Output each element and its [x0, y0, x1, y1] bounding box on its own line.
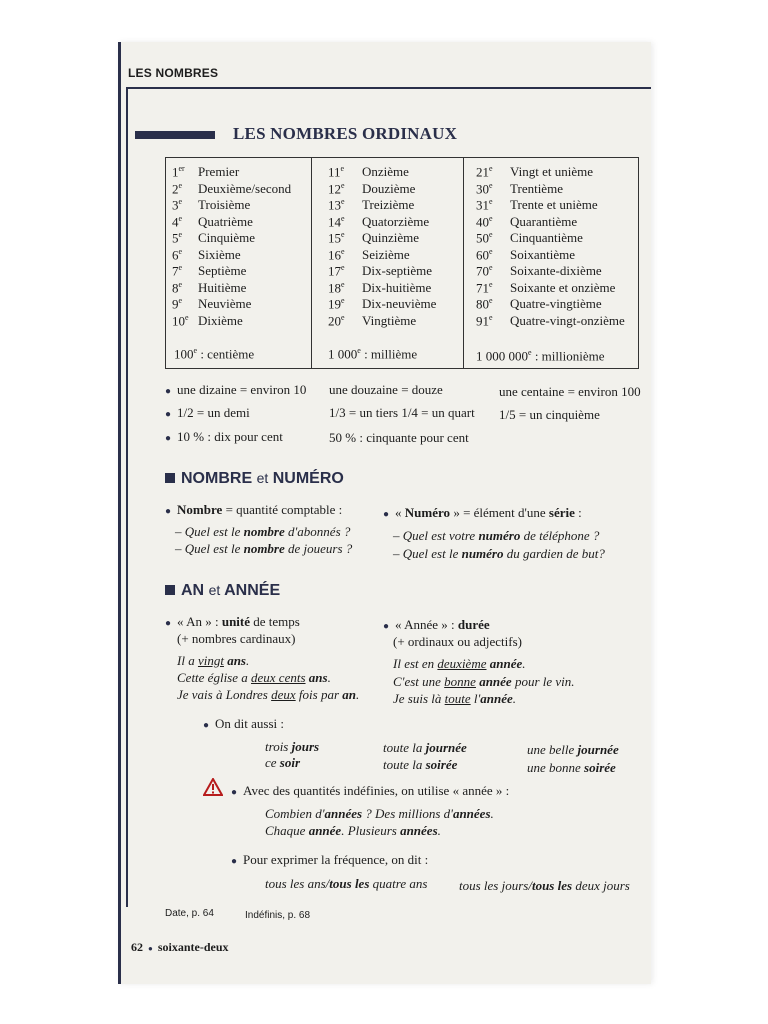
bullet-icon: ●: [231, 856, 238, 867]
nombre-example-1: – Quel est le nombre d'abonnés ?: [175, 524, 351, 539]
ordinal-row: [328, 296, 436, 312]
ordinal-row: [172, 247, 241, 263]
an-example-2: Cette église a deux cents ans.: [177, 670, 331, 685]
ordinal-word: Huitième: [198, 279, 247, 295]
ordinal-word: Quinzième: [362, 230, 420, 246]
ordinal-number: 10e: [172, 312, 189, 328]
ordinal-row: [476, 181, 563, 197]
ordinal-word: Septième: [198, 263, 247, 279]
ordinal-word: Vingt et unième: [510, 164, 593, 180]
aussi-c2b: toute la soirée: [383, 757, 458, 772]
aussi-c1a: trois jours: [265, 739, 320, 754]
ordinal-word: Dix-huitième: [362, 279, 432, 295]
numero-definition: ● « Numéro » = élément d'une série :: [383, 505, 582, 520]
ordinal-row: [476, 280, 615, 296]
table-foot-1: 100e : centième: [174, 346, 255, 362]
ordinal-number: 91e: [476, 312, 493, 328]
ordinal-word: Quatre-vingt-onzième: [510, 312, 625, 328]
ordinal-row: [172, 313, 243, 329]
textbook-page: [118, 42, 651, 984]
table-separator: [463, 158, 464, 368]
ordinal-row: [476, 164, 593, 180]
annee-definition: ● « Année » : durée: [383, 617, 490, 632]
bullet-icon: ●: [165, 386, 172, 397]
warning-icon: [203, 778, 223, 796]
fraction-row-2c: 1/5 = un cinquième: [499, 407, 600, 422]
frequence-intro: ● Pour exprimer la fréquence, on dit :: [231, 852, 429, 867]
section-title-ordinaux: LES NOMBRES ORDINAUX: [233, 124, 458, 143]
ordinal-number: 16e: [328, 246, 345, 262]
aussi-c3a: une belle journée: [527, 742, 619, 757]
aussi-intro: ● On dit aussi :: [203, 716, 285, 731]
ordinal-word: Quatrième: [198, 213, 253, 229]
ordinal-number: 2e: [172, 180, 183, 196]
ordinal-row: [476, 263, 602, 279]
ordinal-word: Seizième: [362, 246, 410, 262]
ordinal-word: Troisième: [198, 197, 251, 213]
ordinal-number: 40e: [476, 213, 493, 229]
square-bullet-icon: [165, 473, 175, 483]
fraction-row-3b: 50 % : cinquante pour cent: [329, 430, 469, 445]
nombre-example-2: – Quel est le nombre de joueurs ?: [175, 541, 353, 556]
ordinal-word: Onzième: [362, 164, 409, 180]
ordinal-word: Deuxième/second: [198, 180, 292, 196]
ordinal-word: Soixante-dixième: [510, 263, 602, 279]
ordinal-row: [476, 296, 602, 312]
ordinal-word: Cinquième: [198, 230, 256, 246]
section-title-an-annee: AN et ANNÉE: [165, 582, 280, 600]
bullet-icon: ●: [165, 618, 172, 629]
ordinal-row: [172, 296, 251, 312]
aussi-c2a: toute la journée: [383, 740, 467, 755]
ordinal-number: 4e: [172, 213, 183, 229]
ordinal-row: [476, 197, 598, 213]
bullet-icon: ●: [148, 944, 153, 953]
fraction-row-1b: une douzaine = douze: [329, 382, 443, 397]
page-footer: 62 ● soixante-deux: [131, 940, 229, 954]
bullet-icon: ●: [165, 506, 172, 517]
an-definition: ● « An » : unité de temps: [165, 614, 300, 629]
ordinal-word: Sixième: [198, 246, 241, 262]
table-foot-2: 1 000e : millième: [328, 346, 418, 362]
ordinal-word: Vingtième: [362, 312, 417, 328]
ordinal-number: 17e: [328, 263, 345, 279]
ordinal-number: 8e: [172, 279, 183, 295]
ordinal-number: 15e: [328, 230, 345, 246]
fraction-row-2: ● 1/2 = un demi: [165, 405, 250, 420]
page-header: LES NOMBRES: [128, 66, 219, 80]
ordinal-number: 80e: [476, 296, 493, 312]
bullet-icon: ●: [165, 409, 172, 420]
ordinal-number: 18e: [328, 279, 345, 295]
ordinal-word: Dix-septième: [362, 263, 433, 279]
ordinal-number: 14e: [328, 213, 345, 229]
bullet-icon: ●: [165, 433, 172, 444]
bullet-icon: ●: [383, 621, 390, 632]
an-example-3: Je vais à Londres deux fois par an.: [177, 687, 360, 702]
ordinal-word: Quatre-vingtième: [510, 296, 602, 312]
frequence-example-1: tous les ans/tous les quatre ans: [265, 876, 428, 891]
ordinal-number: 50e: [476, 230, 493, 246]
ordinal-word: Soixantième: [510, 246, 575, 262]
table-separator: [311, 158, 312, 368]
annee-example-1: Il est en deuxième année.: [393, 656, 526, 671]
ordinal-row: [172, 181, 291, 197]
indefinis-intro: ● Avec des quantités indéfinies, on utilise « année » :: [231, 783, 510, 798]
ordinal-number: 31e: [476, 197, 493, 213]
ordinal-word: Dixième: [198, 312, 243, 328]
ordinal-number: 30e: [476, 180, 493, 196]
fraction-row-2b: 1/3 = un tiers 1/4 = un quart: [329, 405, 475, 420]
annee-subtitle: (+ ordinaux ou adjectifs): [393, 634, 522, 649]
ordinal-row: [172, 230, 255, 246]
section-title-nombre-numero: NOMBRE et NUMÉRO: [165, 470, 344, 488]
ref-date: Date, p. 64: [165, 908, 214, 919]
ordinal-row: [476, 313, 625, 329]
ordinal-word: Trentième: [510, 180, 563, 196]
ordinal-row: [328, 181, 415, 197]
margin-rule: [126, 87, 128, 907]
ordinal-number: 7e: [172, 263, 183, 279]
ordinal-row: [328, 247, 410, 263]
ordinal-row: [476, 230, 583, 246]
ordinal-row: [328, 214, 429, 230]
numero-example-2: – Quel est le numéro du gardien de but?: [393, 546, 605, 561]
ordinal-row: [476, 214, 577, 230]
ordinal-number: 6e: [172, 246, 183, 262]
nombre-definition: ● Nombre = quantité comptable :: [165, 502, 343, 517]
fraction-row-1c: une centaine = environ 100: [499, 384, 641, 399]
ref-indefinis: Indéfinis, p. 68: [245, 910, 311, 921]
annee-example-3: Je suis là toute l'année.: [393, 691, 517, 706]
ordinal-row: [328, 263, 432, 279]
bullet-icon: ●: [203, 720, 210, 731]
ordinal-row: [172, 164, 239, 180]
ordinal-row: [172, 263, 246, 279]
section-bar: [135, 131, 215, 139]
ordinal-row: [172, 197, 250, 213]
ordinal-number: 21e: [476, 164, 493, 180]
ordinal-number: 12e: [328, 180, 345, 196]
ordinal-number: 5e: [172, 230, 183, 246]
table-foot-3: 1 000 000e : millionième: [476, 348, 605, 364]
bullet-icon: ●: [383, 509, 390, 520]
ordinal-word: Douzième: [362, 180, 416, 196]
ordinal-row: [172, 214, 253, 230]
ordinal-number: 13e: [328, 197, 345, 213]
ordinal-word: Treizième: [362, 197, 415, 213]
annee-example-2: C'est une bonne année pour le vin.: [393, 674, 575, 689]
ordinal-number: 70e: [476, 263, 493, 279]
ordinal-row: [328, 280, 431, 296]
ordinals-table: [165, 157, 639, 369]
ordinal-number: 3e: [172, 197, 183, 213]
ordinal-word: Trente et unième: [510, 197, 598, 213]
ordinal-number: 71e: [476, 279, 493, 295]
ordinal-word: Premier: [198, 164, 240, 180]
header-rule: [126, 87, 651, 89]
ordinal-number: 20e: [328, 312, 345, 328]
ordinal-word: Neuvième: [198, 296, 252, 312]
ordinal-number: 19e: [328, 296, 345, 312]
ordinal-number: 9e: [172, 296, 183, 312]
ordinal-number: 1er: [172, 164, 185, 180]
ordinal-row: [328, 164, 409, 180]
square-bullet-icon: [165, 585, 175, 595]
ordinal-row: [172, 280, 246, 296]
ordinal-number: 11e: [328, 164, 345, 180]
frequence-example-2: tous les jours/tous les deux jours: [459, 878, 630, 893]
an-example-1: Il a vingt ans.: [177, 653, 250, 668]
ordinal-row: [328, 197, 414, 213]
ordinal-word: Quatorzième: [362, 213, 430, 229]
ordinal-row: [328, 313, 416, 329]
bullet-icon: ●: [231, 787, 238, 798]
numero-example-1: – Quel est votre numéro de téléphone ?: [393, 528, 600, 543]
aussi-c3b: une bonne soirée: [527, 760, 616, 775]
ordinal-word: Quarantième: [510, 213, 578, 229]
fraction-row-3: ● 10 % : dix pour cent: [165, 429, 283, 444]
ordinal-word: Dix-neuvième: [362, 296, 437, 312]
ordinal-row: [328, 230, 419, 246]
ordinal-row: [476, 247, 575, 263]
aussi-c1b: ce soir: [265, 755, 301, 770]
ordinal-number: 60e: [476, 246, 493, 262]
indefinis-example-2: Chaque année. Plusieurs années.: [265, 823, 441, 838]
ordinal-word: Cinquantième: [510, 230, 583, 246]
fraction-row-1: ● une dizaine = environ 10: [165, 382, 307, 397]
ordinal-word: Soixante et onzième: [510, 279, 616, 295]
an-subtitle: (+ nombres cardinaux): [177, 631, 296, 646]
indefinis-example-1: Combien d'années ? Des millions d'années.: [265, 806, 494, 821]
